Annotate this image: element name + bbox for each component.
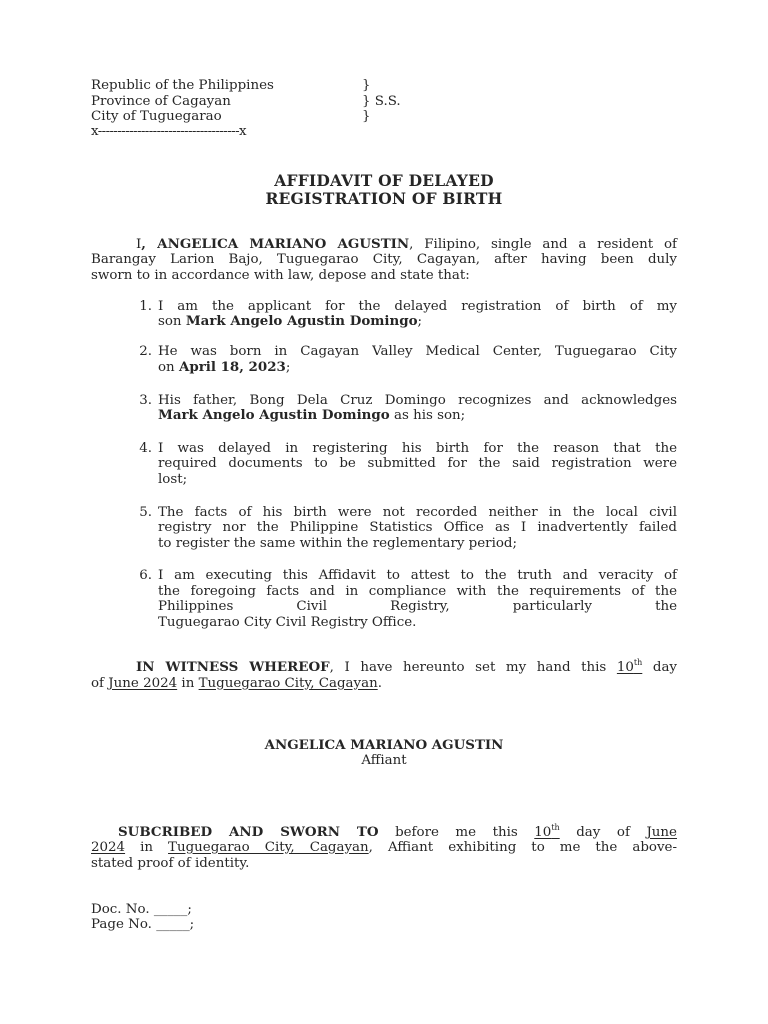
item-number: 2. [139,344,152,359]
item-text: Tuguegarao City Civil Registry Office. [158,615,417,630]
item-number: 1. [139,299,152,314]
document-title: REGISTRATION OF BIRTH [265,189,503,208]
page-number: Page No. _____; [91,917,195,932]
item-text: ; [285,360,291,375]
item-text: ; [417,314,423,329]
witness-text: , I have hereunto set my hand this [329,660,617,675]
item-text: registry nor the Philippine Statistics Office as I inadvertently failed [158,520,677,535]
item-text: I am the applicant for the delayed registration of birth of my [158,299,677,314]
jurat-line: stated proof of identity. [91,856,250,871]
jurat-place: Tuguegarao City, Cagayan [168,840,369,855]
jurat-line [91,840,677,855]
birth-date: April 18, 2023 [178,359,286,375]
item-text: I am executing this Affidavit to attest to the truth and veracity of [158,568,677,583]
jurat-day-suffix: th [551,823,560,832]
jurat-text: day of [559,825,647,840]
witness-heading: IN WITNESS WHEREOF [136,659,330,675]
witness-text: of [91,676,109,691]
jurat-month: June [646,825,677,840]
item-text: His father, Bong Dela Cruz Domingo recognizes and acknowledges [158,393,677,408]
jurat-text: in [125,840,169,855]
child-name: Mark Angelo Agustin Domingo [158,407,390,423]
intro-line: sworn to in accordance with law, depose and state that: [91,268,470,283]
witness-text: . [377,676,382,691]
signatory-role: Affiant [361,753,407,768]
witness-place: Tuguegarao City, Cagayan [198,676,378,691]
witness-text: in [177,676,199,691]
witness-day-suffix: th [633,658,643,667]
jurat-text: before me this [378,825,535,840]
witness-line [91,676,382,691]
jurat-day-number: 10 [534,825,552,840]
affiant-name: , ANGELICA MARIANO AGUSTIN [141,236,410,252]
jurat-line [118,825,677,840]
item-text: The facts of his birth were not recorded neither in the local civil [158,505,677,520]
venue-province: Province of Cagayan [91,94,231,109]
signatory-name: ANGELICA MARIANO AGUSTIN [264,737,504,753]
witness-day [617,660,642,675]
jurat-text: , Affiant exhibiting to me the above- [368,840,677,855]
venue-brace: } [362,109,371,124]
venue-brace: } [362,78,371,93]
item-text: He was born in Cagayan Valley Medical Center, Tuguegarao City [158,344,677,359]
item-number: 3. [139,393,152,408]
intro-line: Barangay Larion Bajo, Tuguegarao City, Cagayan, after having been duly [91,252,677,267]
child-name: Mark Angelo Agustin Domingo [185,313,418,329]
venue-city: City of Tuguegarao [91,109,222,124]
jurat-heading: SUBCRIBED AND SWORN TO [118,824,379,840]
item-text: as his son; [389,408,466,423]
item-number: 4. [139,441,152,456]
jurat-day [534,825,559,840]
jurat-year: 2024 [91,840,126,855]
item-number: 5. [139,505,152,520]
intro-line [136,237,677,252]
item-text [158,360,290,375]
intro-lead: I [136,237,142,252]
item-number: 6. [139,568,152,583]
intro-text: , Filipino, single and a resident of [409,237,677,252]
item-text: to register the same within the reglementary period; [158,536,517,551]
document-title: AFFIDAVIT OF DELAYED [274,171,494,190]
item-text [158,408,465,423]
venue-separator: x------------------------------------x [91,124,246,139]
witness-day-number: 10 [616,660,634,675]
item-text: I was delayed in registering his birth for the reason that the [158,441,677,456]
item-text: Philippines Civil Registry, particularly the [158,599,677,614]
doc-number: Doc. No. _____; [91,902,192,917]
item-text: required documents to be submitted for the said registration were [158,456,677,471]
witness-text: day [642,660,677,675]
witness-date: June 2024 [108,676,178,691]
witness-line [136,660,677,675]
item-text: on [158,360,179,375]
item-text [158,314,422,329]
item-text: the foregoing facts and in compliance with the requirements of the [158,584,677,599]
item-text: son [158,314,186,329]
venue-ss: } S.S. [362,94,401,109]
item-text: lost; [158,472,188,487]
venue-republic: Republic of the Philippines [91,78,274,93]
